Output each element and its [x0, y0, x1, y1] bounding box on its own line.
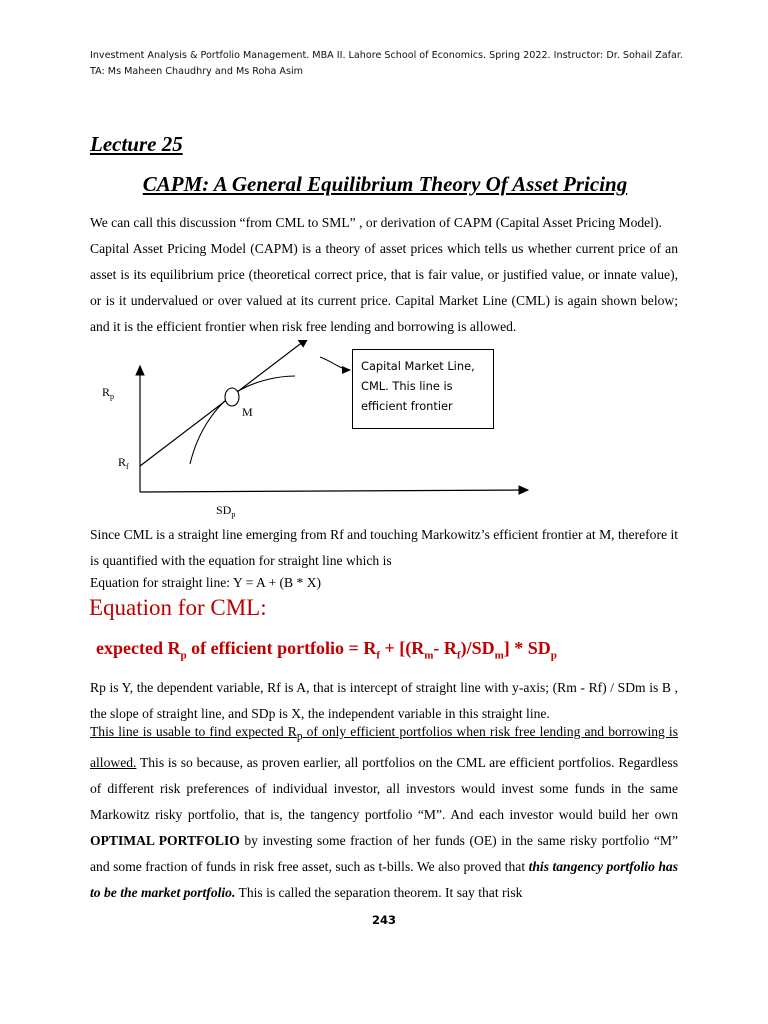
market-portfolio-emphasis: this tangency portfolio has to be the market portfolio. — [90, 858, 678, 900]
since-paragraph: Since CML is a straight line emerging from Rf and touching Markowitz’s efficient frontier at M, therefore it is quantified with the equation for straight line which is — [90, 527, 678, 568]
m-label: M — [242, 405, 253, 419]
intro-paragraph — [90, 210, 678, 340]
header-line-1: Investment Analysis & Portfolio Management. MBA II. Lahore School of Economics. Spring 2022. Instructor: Dr. Sohail Zafar. — [90, 50, 683, 61]
x-axis — [140, 490, 528, 492]
usable-underlined-text: This line is usable to find expected $R_p$ of only efficient portfolios when risk free lending and borrowing is allowed. — [90, 724, 678, 770]
page-title: CAPM: A General Equilibrium Theory Of Asset Pricing — [142, 172, 628, 196]
rf-label: $R_f$ — [118, 455, 129, 471]
lecture-number: Lecture 25 — [90, 132, 183, 156]
cml-line — [140, 340, 308, 466]
straight-line-equation: Equation for straight line: Y = A + (B * X) — [90, 575, 322, 590]
usable-paragraph: This line is usable to find expected $R_p$ of only efficient portfolios when risk free lending and borrowing is allowed. This is so because, as proven earlier, all portfolios on the CML are efficient portfolios. Regardless of different risk preferences of individual investor, all investors would invest some funds in the same Markowitz risky portfolio, that is, the tangency portfolio “M”. And each investor would build her own OPTIMAL PORTFOLIO by investing some fraction of her funds (OE) in the same risky portfolio “M” and some fraction of funds in risk free asset, such as t-bills. We also proved that this tangency portfolio has to be the market portfolio. This is called the separation theorem. It say that risk — [90, 724, 678, 900]
variable-description-paragraph: Rp is Y, the dependent variable, Rf is A, that is intercept of straight line with y-axis; (Rm - Rf) / SDm is B , the slope of straight line, and SDp is X, the independent variable in this straight line. — [90, 680, 678, 721]
page-number: 243 — [371, 913, 396, 927]
efficient-frontier-curve — [190, 376, 295, 464]
cml-equation: expected $R_p$ of efficient portfolio = $R_f + [(R_m-$ $R_f)/SD_m] * SD_p$ — [96, 638, 557, 662]
optimal-portfolio-bold: OPTIMAL PORTFOLIO — [90, 832, 240, 848]
header-line-2: TA: Ms Maheen Chaudhry and Ms Roha Asim — [90, 66, 303, 77]
cml-equation-heading: Equation for CML: — [89, 595, 267, 620]
callout-arrow — [320, 357, 350, 370]
cml-callout-box: Capital Market Line, CML. This line is efficient frontier — [352, 349, 494, 429]
tangency-point-m — [225, 388, 239, 406]
intro-line-2: Capital Asset Pricing Model (CAPM) is a theory of asset prices which tells us whether current price of an asset is its equilibrium price (theoretical correct price, that is fair value, or justified value, or innate value), or is it undervalued or over valued at its current price. Capital Market Line (CML) is again shown below; and it is the efficient frontier when risk free lending and borrowing is allowed. — [90, 241, 678, 334]
document-header — [90, 48, 710, 80]
rp-label: $R_p$ — [102, 385, 115, 401]
intro-line-1: We can call this discussion “from CML to SML” , or derivation of CAPM (Capital Asset Pricing Model). — [90, 215, 662, 230]
sdp-label: $SD_p$ — [216, 503, 236, 519]
